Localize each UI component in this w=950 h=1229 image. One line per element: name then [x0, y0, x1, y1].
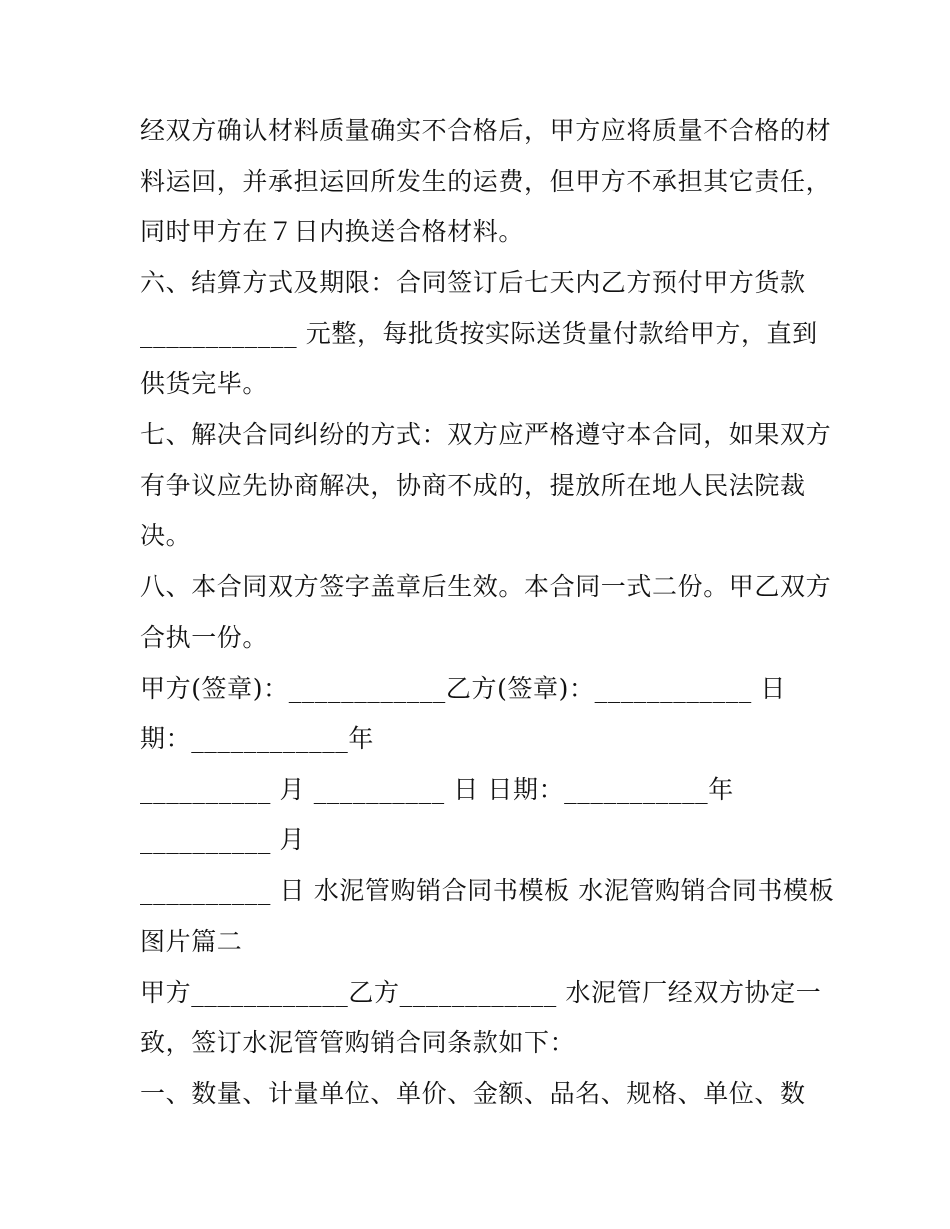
date-line-1: 期：____________年 — [140, 724, 375, 753]
signature-line: 甲方(签章)：____________乙方(签章)：____________ 日 — [140, 674, 786, 703]
title-line-2: 图片篇二 — [140, 927, 243, 956]
date-line-3: __________ 月 — [140, 825, 306, 854]
title-line: __________ 日 水泥管购销合同书模板 水泥管购销合同书模板 — [140, 876, 835, 905]
parties-line: 甲方____________乙方____________ 水泥管厂经双方协定一 — [140, 978, 822, 1007]
text-line-3: 同时甲方在７日内换送合格材料。 — [140, 217, 525, 246]
section-1-heading: 一、数量、计量单位、单价、金额、品名、规格、单位、数 — [140, 1079, 806, 1108]
text-line-19: 致，签订水泥管管购销合同条款如下： — [140, 1028, 576, 1057]
date-line-2: __________ 月 __________ 日 日期：___________年 — [140, 775, 734, 804]
text-line-11: 合执一份。 — [140, 623, 269, 652]
text-line-6: 供货完毕。 — [140, 369, 269, 398]
text-line-1: 经双方确认材料质量确实不合格后，甲方应将质量不合格的材 — [140, 116, 832, 145]
section-7-heading: 七、解决合同纠纷的方式：双方应严格遵守本合同，如果双方 — [140, 420, 832, 449]
text-line-5: ____________ 元整，每批货按实际送货量付款给甲方，直到 — [140, 319, 818, 348]
text-line-2: 料运回，并承担运回所发生的运费，但甲方不承担其它责任， — [140, 167, 832, 196]
section-6-heading: 六、结算方式及期限：合同签订后七天内乙方预付甲方货款 — [140, 268, 806, 297]
section-8-heading: 八、本合同双方签字盖章后生效。本合同一式二份。甲乙双方 — [140, 572, 832, 601]
text-line-8: 有争议应先协商解决，协商不成的，提放所在地人民法院裁 — [140, 471, 806, 500]
text-line-9: 决。 — [140, 521, 192, 550]
